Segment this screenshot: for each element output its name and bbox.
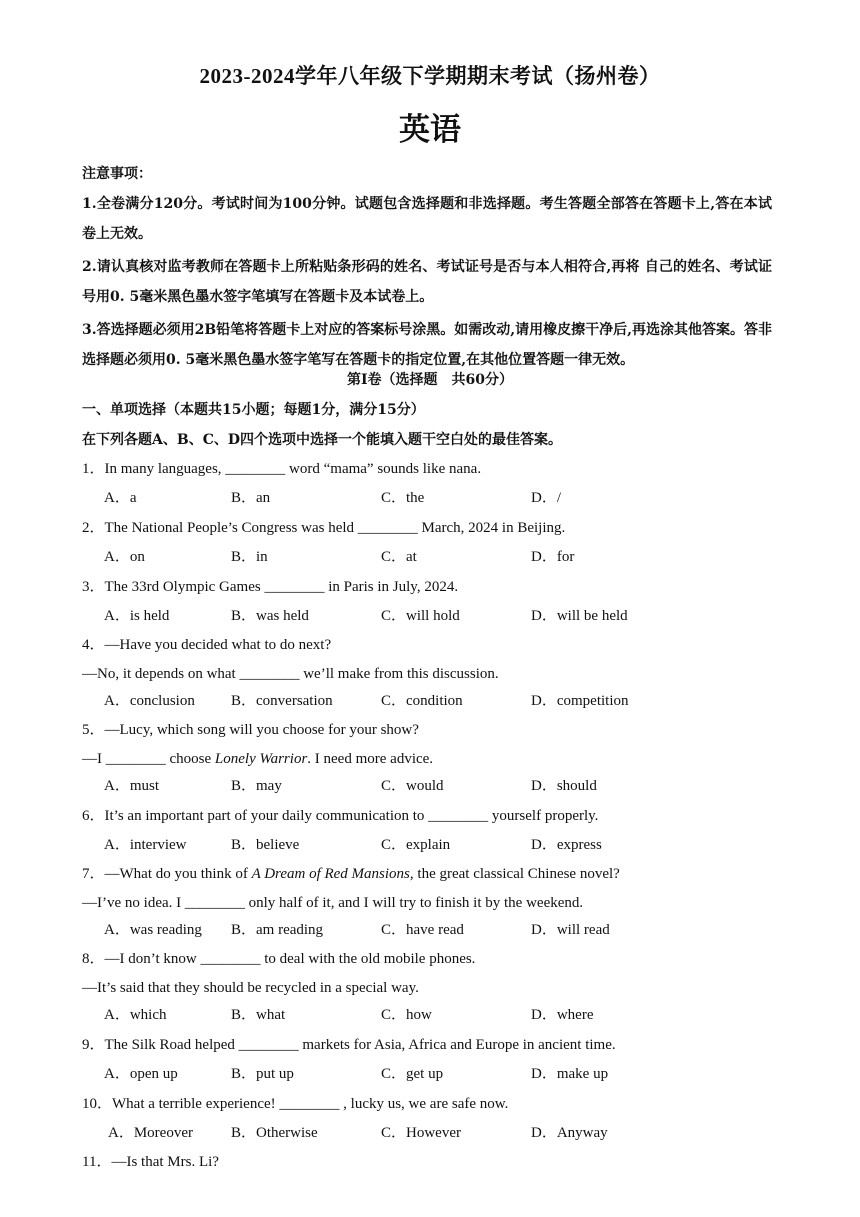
option-b: B．put up <box>231 1066 294 1082</box>
option-b: B．what <box>231 1007 286 1023</box>
option-c: C．explain <box>381 837 451 853</box>
notes-block <box>82 162 772 375</box>
note-item-2: 2.请认真核对监考教师在答题卡上所粘贴条形码的姓名、考试证号是否与本人相符合,再将 自己的姓名、考试证号用0. 5毫米黑色墨水签字笔填写在答题卡及本试卷上。 <box>82 259 772 305</box>
question-8-options <box>104 1004 744 1026</box>
option-d: D．will be held <box>531 608 628 624</box>
option-b: B．am reading <box>231 922 324 938</box>
reply-text-start: —I ________ choose <box>82 751 215 767</box>
option-a: A．interview <box>104 837 187 853</box>
option-a: A．conclusion <box>104 693 195 709</box>
subject-title: 英语 <box>399 112 461 148</box>
option-c: C．condition <box>381 693 463 709</box>
option-a: A．a <box>104 490 137 506</box>
option-c: C．However <box>381 1125 461 1141</box>
reply-text-end: . I need more advice. <box>307 751 434 767</box>
option-a: A．open up <box>104 1066 178 1082</box>
option-d: D．/ <box>531 490 562 506</box>
question-7-reply: —I’ve no idea. I ________ only half of it, and I will try to finish it by the weekend. <box>82 895 584 911</box>
option-a: A．on <box>104 549 145 565</box>
stem-text-start: 7．—What do you think of <box>82 866 252 882</box>
question-4-reply: —No, it depends on what ________ we’ll make from this discussion. <box>82 666 499 682</box>
note-item-1: 1.全卷满分120分。考试时间为100分钟。试题包含选择题和非选择题。考生答题全部答在答题卡上,答在本试卷上无效。 <box>82 196 772 242</box>
option-d: D．express <box>531 837 602 853</box>
option-a: A．is held <box>104 608 170 624</box>
part-instruction: 在下列各题A、B、C、D四个选项中选择一个能填入题干空白处的最佳答案。 <box>82 432 562 448</box>
option-b: B．Otherwise <box>231 1125 318 1141</box>
question-9-stem: 9．The Silk Road helped ________ markets for Asia, Africa and Europe in ancient time. <box>82 1037 616 1053</box>
section-heading: 第I卷（选择题 共60分） <box>346 372 514 388</box>
option-c: C．will hold <box>381 608 460 624</box>
option-d: D．where <box>531 1007 594 1023</box>
option-d: D．will read <box>531 922 610 938</box>
question-9-options <box>104 1063 744 1085</box>
option-a: A．was reading <box>104 922 202 938</box>
option-b: B．an <box>231 490 271 506</box>
question-11-stem: 11．—Is that Mrs. Li? <box>82 1154 219 1170</box>
question-3-options <box>104 605 744 627</box>
option-d: D．make up <box>531 1066 609 1082</box>
novel-title: A Dream of Red Mansions <box>251 866 410 882</box>
question-2-options <box>104 546 744 568</box>
option-b: B．may <box>231 778 282 794</box>
question-7-stem <box>82 863 620 885</box>
option-b: B．in <box>231 549 268 565</box>
question-4-options <box>104 690 744 712</box>
option-b: B．conversation <box>231 693 333 709</box>
notes-title: 注意事项： <box>82 166 152 182</box>
option-c: C．would <box>381 778 444 794</box>
part-title: 一、单项选择（本题共15小题；每题1分，满分15分） <box>82 402 425 418</box>
option-a: A．which <box>104 1007 167 1023</box>
stem-text-end: , the great classical Chinese novel? <box>409 866 620 882</box>
question-5-reply <box>82 748 433 770</box>
question-4-stem: 4．—Have you decided what to do next? <box>82 637 332 653</box>
option-b: B．was held <box>231 608 309 624</box>
option-d: D．Anyway <box>531 1125 608 1141</box>
option-d: D．for <box>531 549 575 565</box>
question-7-options <box>104 919 744 941</box>
question-6-stem: 6．It’s an important part of your daily communication to ________ yourself properly. <box>82 808 599 824</box>
option-c: C．get up <box>381 1066 444 1082</box>
option-a: A．Moreover <box>108 1125 193 1141</box>
option-c: C．have read <box>381 922 464 938</box>
option-c: C．the <box>381 490 425 506</box>
question-10-stem: 10．What a terrible experience! ________ , lucky us, we are safe now. <box>82 1096 509 1112</box>
option-d: D．should <box>531 778 597 794</box>
option-c: C．how <box>381 1007 432 1023</box>
option-a: A．must <box>104 778 160 794</box>
option-d: D．competition <box>531 693 629 709</box>
question-3-stem: 3．The 33rd Olympic Games ________ in Paris in July, 2024. <box>82 579 459 595</box>
question-10-options <box>104 1122 744 1144</box>
option-c: C．at <box>381 549 417 565</box>
question-1-stem: 1．In many languages, ________ word “mama” sounds like nana. <box>82 461 482 477</box>
question-1-options <box>104 487 744 509</box>
question-8-stem: 8．—I don’t know ________ to deal with the old mobile phones. <box>82 951 476 967</box>
exam-title: 2023-2024学年八年级下学期期末考试（扬州卷） <box>199 64 661 88</box>
option-b: B．believe <box>231 837 300 853</box>
song-title: Lonely Warrior <box>214 751 308 767</box>
question-2-stem: 2．The National People’s Congress was held ________ March, 2024 in Beijing. <box>82 520 566 536</box>
question-8-reply: —It’s said that they should be recycled in a special way. <box>82 980 419 996</box>
question-5-options <box>104 775 744 797</box>
question-5-stem: 5．—Lucy, which song will you choose for your show? <box>82 722 419 738</box>
question-6-options <box>104 834 744 856</box>
note-item-3: 3.答选择题必须用2B铅笔将答题卡上对应的答案标号涂黑。如需改动,请用橡皮擦干净后,再选涂其他答案。答非选择题必须用0. 5毫米黑色墨水签字笔写在答题卡的指定位置,在其他位置答题一律无效。 <box>82 322 772 368</box>
